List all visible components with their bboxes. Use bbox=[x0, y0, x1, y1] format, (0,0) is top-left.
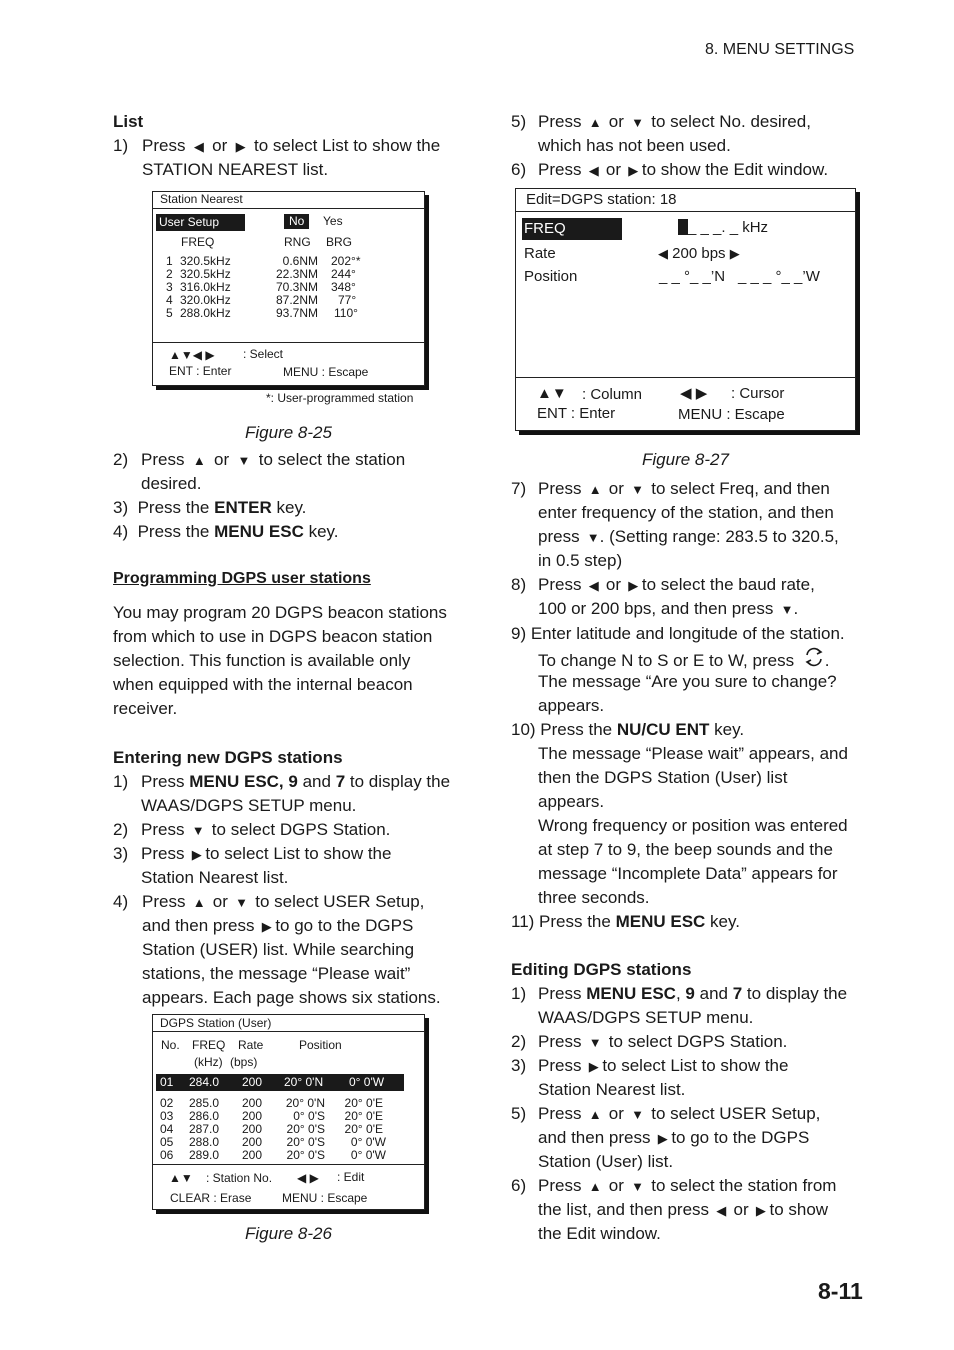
col-no: No. bbox=[161, 1038, 180, 1052]
list-item[interactable]: 3 316.0kHz 70.3NM 348° bbox=[166, 280, 356, 294]
arrow-up-icon: ▲ bbox=[581, 1107, 609, 1122]
rate-label: Rate bbox=[524, 245, 556, 262]
arrow-up-icon: ▲ bbox=[189, 453, 210, 468]
list-item[interactable]: 5 288.0kHz 93.7NM 110° bbox=[166, 306, 358, 320]
column-hint: : Column bbox=[582, 386, 643, 403]
step-3: 3) Press the ENTER key. bbox=[113, 498, 307, 517]
table-row[interactable]: 04 287.0 200 20° 0'S 20° 0'E bbox=[160, 1122, 383, 1136]
intro-paragraph: You may program 20 DGPS beacon stations from which to use in DGPS beacon station selection. This function is available only when equipped with the internal beacon receiver. bbox=[113, 603, 447, 718]
arrow-right-icon[interactable]: ▶ bbox=[729, 246, 740, 261]
arrow-right-icon: ▶ bbox=[621, 578, 642, 593]
list-heading: List bbox=[113, 112, 144, 131]
arrow-up-icon: ▲ bbox=[581, 1179, 609, 1194]
figure-caption: Figure 8-26 bbox=[245, 1224, 332, 1243]
arrow-right-icon: ▶ bbox=[254, 919, 276, 934]
step-9: 9) Enter latitude and longitude of the station. To change N to S or E to W, press . The message “Are you sure to change? appears. bbox=[511, 624, 845, 715]
col-freq: FREQ bbox=[192, 1038, 226, 1052]
or-text: or bbox=[212, 136, 228, 155]
step-number: 1) bbox=[113, 136, 129, 155]
arrow-up-icon: ▲ bbox=[581, 482, 609, 497]
arrow-up-icon: ▲ bbox=[581, 115, 609, 130]
select-hint: : Select bbox=[243, 347, 284, 361]
rate-selector[interactable]: ◀ 200 bps ▶ bbox=[658, 245, 740, 262]
step-5: 5) Press ▲ or ▼ to select No. desired, which has not been used. bbox=[511, 112, 811, 155]
arrow-up-icon: ▲ bbox=[185, 895, 213, 910]
programming-heading: Programming DGPS user stations bbox=[113, 570, 371, 587]
editing-step-5: 5) Press ▲ or ▼ to select USER Setup, and then press ▶ to go to the DGPS Station (User) list. bbox=[511, 1104, 821, 1171]
arrow-right-icon: ▶ bbox=[232, 139, 250, 154]
divider bbox=[153, 1164, 424, 1165]
cursor-block bbox=[678, 219, 688, 235]
arrow-down-icon: ▼ bbox=[227, 895, 256, 910]
divider bbox=[153, 1031, 424, 1032]
arrow-left-icon: ◀ bbox=[190, 139, 208, 154]
dgps-station-user-screen bbox=[152, 1014, 425, 1210]
station-hint: : Station No. bbox=[206, 1171, 273, 1185]
step-4: 4) Press the MENU ESC key. bbox=[113, 522, 339, 541]
page-number: 8-11 bbox=[818, 1278, 863, 1304]
divider bbox=[516, 211, 855, 212]
arrow-down-icon: ▼ bbox=[623, 482, 652, 497]
col-bps: (bps) bbox=[230, 1055, 258, 1069]
arrow-down-icon: ▼ bbox=[233, 453, 254, 468]
enter-hint: ENT : Enter bbox=[169, 364, 232, 378]
edit-dgps-station-screen bbox=[515, 188, 856, 431]
latitude-field[interactable]: _ _ °_ _’N bbox=[659, 268, 726, 285]
arrow-down-icon: ▼ bbox=[579, 530, 600, 545]
editing-step-1: 1) Press MENU ESC, 9 and 7 to display the WAAS/DGPS SETUP menu. bbox=[511, 984, 848, 1027]
up-down-arrows-icon: ▲▼ bbox=[537, 385, 567, 402]
arrow-down-icon: ▼ bbox=[581, 1035, 609, 1050]
table-row[interactable]: 03 286.0 200 0° 0'S 20° 0'E bbox=[160, 1109, 383, 1123]
step-11: 11) Press the MENU ESC key. bbox=[511, 912, 740, 931]
enter-key: ENTER bbox=[214, 498, 272, 517]
entering-heading: Entering new DGPS stations bbox=[113, 748, 343, 767]
step-7: 7) Press ▲ or ▼ to select Freq, and then enter frequency of the station, and then press ▼. (Setting range: 283.5 to 320.5, in 0.5 step) bbox=[511, 479, 839, 570]
step-text: to select List to show the bbox=[254, 136, 441, 155]
step-1-list bbox=[113, 134, 473, 182]
step-text: Press bbox=[142, 136, 186, 155]
arrow-left-icon: ◀ bbox=[581, 578, 606, 593]
divider bbox=[153, 342, 424, 343]
arrow-down-icon: ▼ bbox=[623, 1179, 652, 1194]
arrow-down-icon: ▼ bbox=[773, 602, 794, 617]
arrow-down-icon: ▼ bbox=[623, 115, 652, 130]
escape-hint: MENU : Escape bbox=[283, 365, 369, 379]
figure-caption: Figure 8-25 bbox=[245, 423, 332, 442]
step-2: 2) Press ▲ or ▼ to select the station desired. bbox=[113, 450, 406, 493]
arrow-right-icon: ▶ bbox=[621, 163, 642, 178]
table-row[interactable]: 02 285.0 200 20° 0'N 20° 0'E bbox=[160, 1096, 383, 1110]
entering-step-3: 3) Press ▶ to select List to show the Station Nearest list. bbox=[113, 844, 392, 887]
figure-caption: Figure 8-27 bbox=[642, 450, 729, 469]
table-row[interactable]: 06 289.0 200 20° 0'S 0° 0'W bbox=[160, 1148, 386, 1162]
user-setup-option[interactable]: User Setup bbox=[156, 214, 245, 231]
freq-label[interactable]: FREQ bbox=[522, 218, 622, 240]
edit-hint: : Edit bbox=[337, 1170, 365, 1184]
arrow-left-icon: ◀ bbox=[709, 1203, 734, 1218]
station-nearest-screen bbox=[152, 191, 425, 386]
divider bbox=[153, 208, 424, 209]
user-programmed-note: *: User-programmed station bbox=[266, 391, 414, 405]
nu-cu-ent-key: NU/CU ENT bbox=[616, 720, 710, 739]
cycle-arrows-icon bbox=[803, 646, 825, 668]
no-option[interactable]: No bbox=[284, 214, 309, 229]
editing-step-3: 3) Press ▶ to select List to show the Station Nearest list. bbox=[511, 1056, 789, 1099]
menu-esc-key: MENU ESC bbox=[214, 522, 304, 541]
arrow-keys-icon: ▲▼◀ ▶ bbox=[169, 348, 215, 362]
table-row[interactable]: 05 288.0 200 20° 0'S 0° 0'W bbox=[160, 1135, 386, 1149]
list-item[interactable]: 1 320.5kHz 0.6NM 202°* bbox=[166, 254, 361, 268]
longitude-field[interactable]: _ _ _ °_ _’W bbox=[738, 268, 820, 285]
step-8: 8) Press ◀ or ▶ to select the baud rate, 100 or 200 bps, and then press ▼. bbox=[511, 575, 815, 618]
col-freq: FREQ bbox=[181, 235, 215, 249]
up-down-arrows-icon: ▲▼ bbox=[169, 1171, 193, 1185]
table-row-selected[interactable]: 01 284.0 200 20° 0'N 0° 0'W bbox=[156, 1074, 404, 1091]
arrow-left-icon[interactable]: ◀ bbox=[658, 246, 668, 261]
col-brg: BRG bbox=[326, 235, 353, 249]
arrow-down-icon: ▼ bbox=[184, 823, 212, 838]
escape-hint: MENU : Escape bbox=[678, 406, 785, 423]
divider bbox=[516, 377, 855, 378]
left-right-arrows-icon: ◀ ▶ bbox=[297, 1171, 319, 1185]
arrow-down-icon: ▼ bbox=[623, 1107, 652, 1122]
freq-field[interactable]: _ _ _. _ kHz bbox=[678, 218, 768, 238]
escape-hint: MENU : Escape bbox=[282, 1191, 368, 1205]
editing-heading: Editing DGPS stations bbox=[511, 960, 692, 979]
enter-hint: ENT : Enter bbox=[537, 405, 616, 422]
arrow-right-icon: ▶ bbox=[748, 1203, 770, 1218]
step-10: 10) Press the NU/CU ENT key. The message “Please wait” appears, and then the DGPS Station (User) list appears. Wrong frequency or position was entered at step 7 to 9, the beep sounds and the message “Incomplete Data” appears for three seconds. bbox=[511, 720, 848, 907]
list-item[interactable]: 4 320.0kHz 87.2NM 77° bbox=[166, 293, 357, 307]
yes-option[interactable]: Yes bbox=[323, 214, 343, 228]
screen-title: DGPS Station (User) bbox=[160, 1016, 272, 1030]
erase-hint: CLEAR : Erase bbox=[170, 1191, 252, 1205]
entering-step-1: 1) Press MENU ESC, 9 and 7 to display the WAAS/DGPS SETUP menu. bbox=[113, 772, 451, 815]
screen-title: Edit=DGPS station: 18 bbox=[526, 191, 677, 208]
arrow-right-icon: ▶ bbox=[184, 847, 206, 862]
col-khz: (kHz) bbox=[194, 1055, 223, 1069]
arrow-right-icon: ▶ bbox=[650, 1131, 672, 1146]
list-item[interactable]: 2 320.5kHz 22.3NM 244° bbox=[166, 267, 356, 281]
cursor-hint: : Cursor bbox=[731, 385, 785, 402]
step-text: STATION NEAREST list. bbox=[142, 160, 329, 179]
entering-step-4: 4) Press ▲ or ▼ to select USER Setup, and then press ▶ to go to the DGPS Station (USER) list. While searching stations, the message “Please wait” appears. Each page shows six stations. bbox=[113, 892, 441, 1007]
col-rate: Rate bbox=[238, 1038, 264, 1052]
left-right-arrows-icon: ◀ ▶ bbox=[680, 385, 708, 402]
editing-step-6: 6) Press ▲ or ▼ to select the station from the list, and then press ◀ or ▶ to show the Edit window. bbox=[511, 1176, 837, 1243]
menu-esc-key: MENU ESC bbox=[615, 912, 706, 931]
arrow-left-icon: ◀ bbox=[581, 163, 606, 178]
position-label: Position bbox=[524, 268, 578, 285]
screen-title: Station Nearest bbox=[160, 192, 243, 206]
col-rng: RNG bbox=[284, 235, 311, 249]
running-header: 8. MENU SETTINGS bbox=[705, 41, 855, 58]
col-position: Position bbox=[299, 1038, 342, 1052]
arrow-right-icon: ▶ bbox=[581, 1059, 603, 1074]
